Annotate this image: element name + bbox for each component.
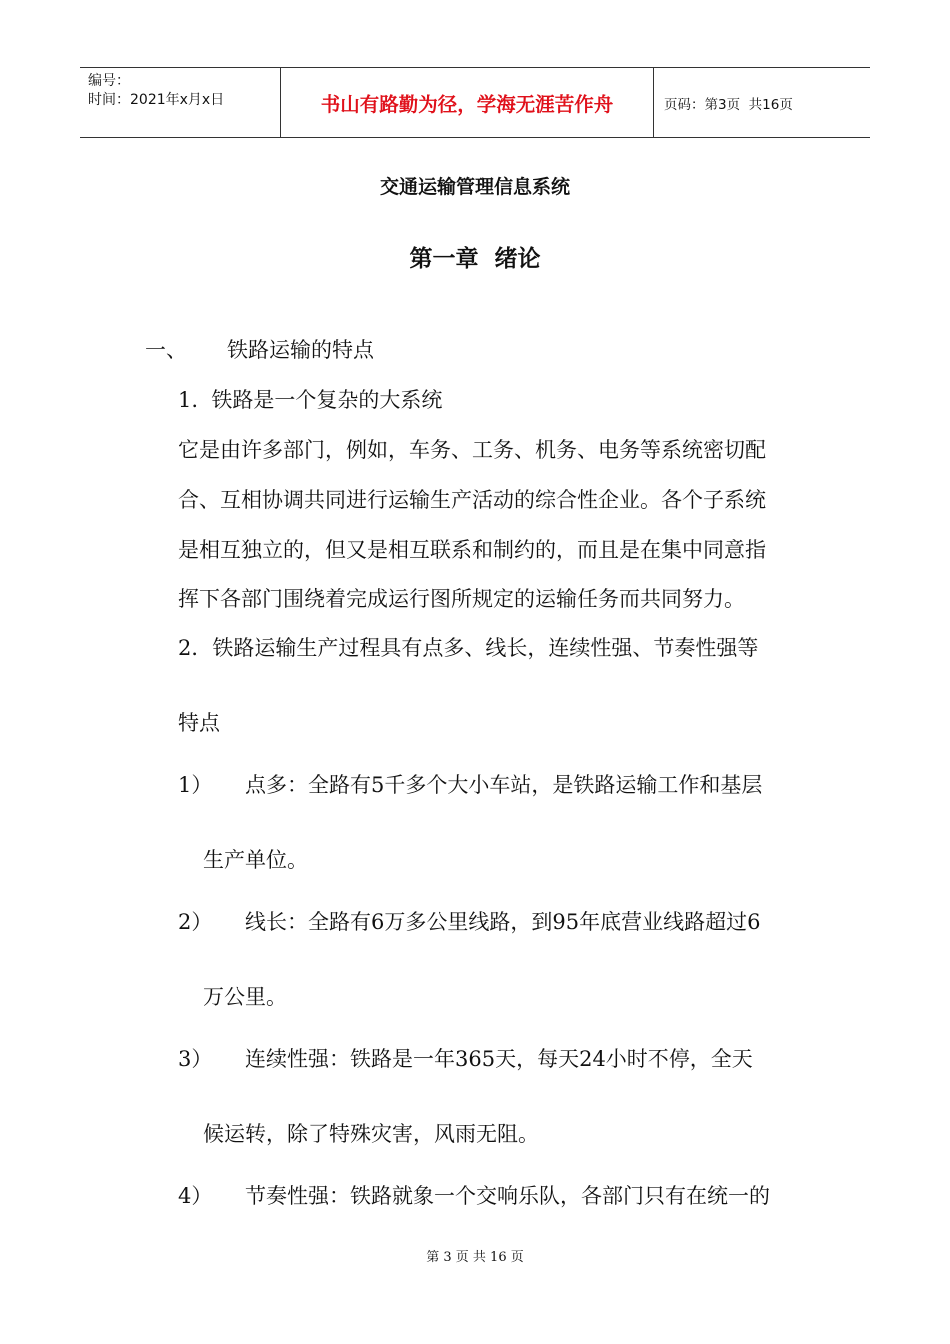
number-label: 编号： <box>88 73 130 89</box>
point-text: 线长：全路有6万多公里线路，到95年底营业线路超过6 <box>245 910 761 934</box>
point-number: 4） <box>178 1184 213 1208</box>
point-text: 连续性强：铁路是一年365天，每天24小时不停，全天 <box>245 1047 753 1071</box>
paragraph-line: 是相互独立的，但又是相互联系和制约的，而且是在集中同意指 <box>178 538 766 562</box>
page-header <box>80 67 870 138</box>
page-footer: 第 3 页 共 16 页 <box>426 1250 524 1265</box>
chapter-heading: 第一章 绪论 <box>409 246 541 272</box>
item2-line: 特点 <box>178 711 220 735</box>
point-number: 2） <box>178 910 213 934</box>
document-title: 交通运输管理信息系统 <box>379 176 570 198</box>
paragraph-line: 挥下各部门围绕着完成运行图所规定的运输任务而共同努力。 <box>178 587 745 611</box>
item1-heading: 1. 铁路是一个复杂的大系统 <box>178 388 443 412</box>
paragraph-line: 它是由许多部门，例如，车务、工务、机务、电务等系统密切配 <box>178 438 766 462</box>
point-number: 3） <box>178 1047 213 1071</box>
point-text: 点多：全路有5千多个大小车站，是铁路运输工作和基层 <box>245 773 763 797</box>
point-text: 节奏性强：铁路就象一个交响乐队，各部门只有在统一的 <box>245 1184 770 1208</box>
item2-line: 2．铁路运输生产过程具有点多、线长，连续性强、节奏性强等 <box>178 636 759 660</box>
section-heading: 一、 铁路运输的特点 <box>145 338 375 362</box>
point-continuation: 生产单位。 <box>203 848 308 872</box>
point-number: 1） <box>178 773 213 797</box>
paragraph-line: 合、互相协调共同进行运输生产活动的综合性企业。各个子系统 <box>178 488 766 512</box>
header-motto-cell <box>280 68 654 137</box>
header-left-cell <box>80 68 280 137</box>
header-page-cell <box>654 68 870 137</box>
motto-text: 书山有路勤为径，学海无涯苦作舟 <box>320 92 614 116</box>
point-continuation: 候运转，除了特殊灾害，风雨无阻。 <box>203 1122 539 1146</box>
time-label: 时间：2021年x月x日 <box>88 92 225 108</box>
point-continuation: 万公里。 <box>203 985 287 1009</box>
page-info: 页码：第3页 共16页 <box>664 96 793 113</box>
